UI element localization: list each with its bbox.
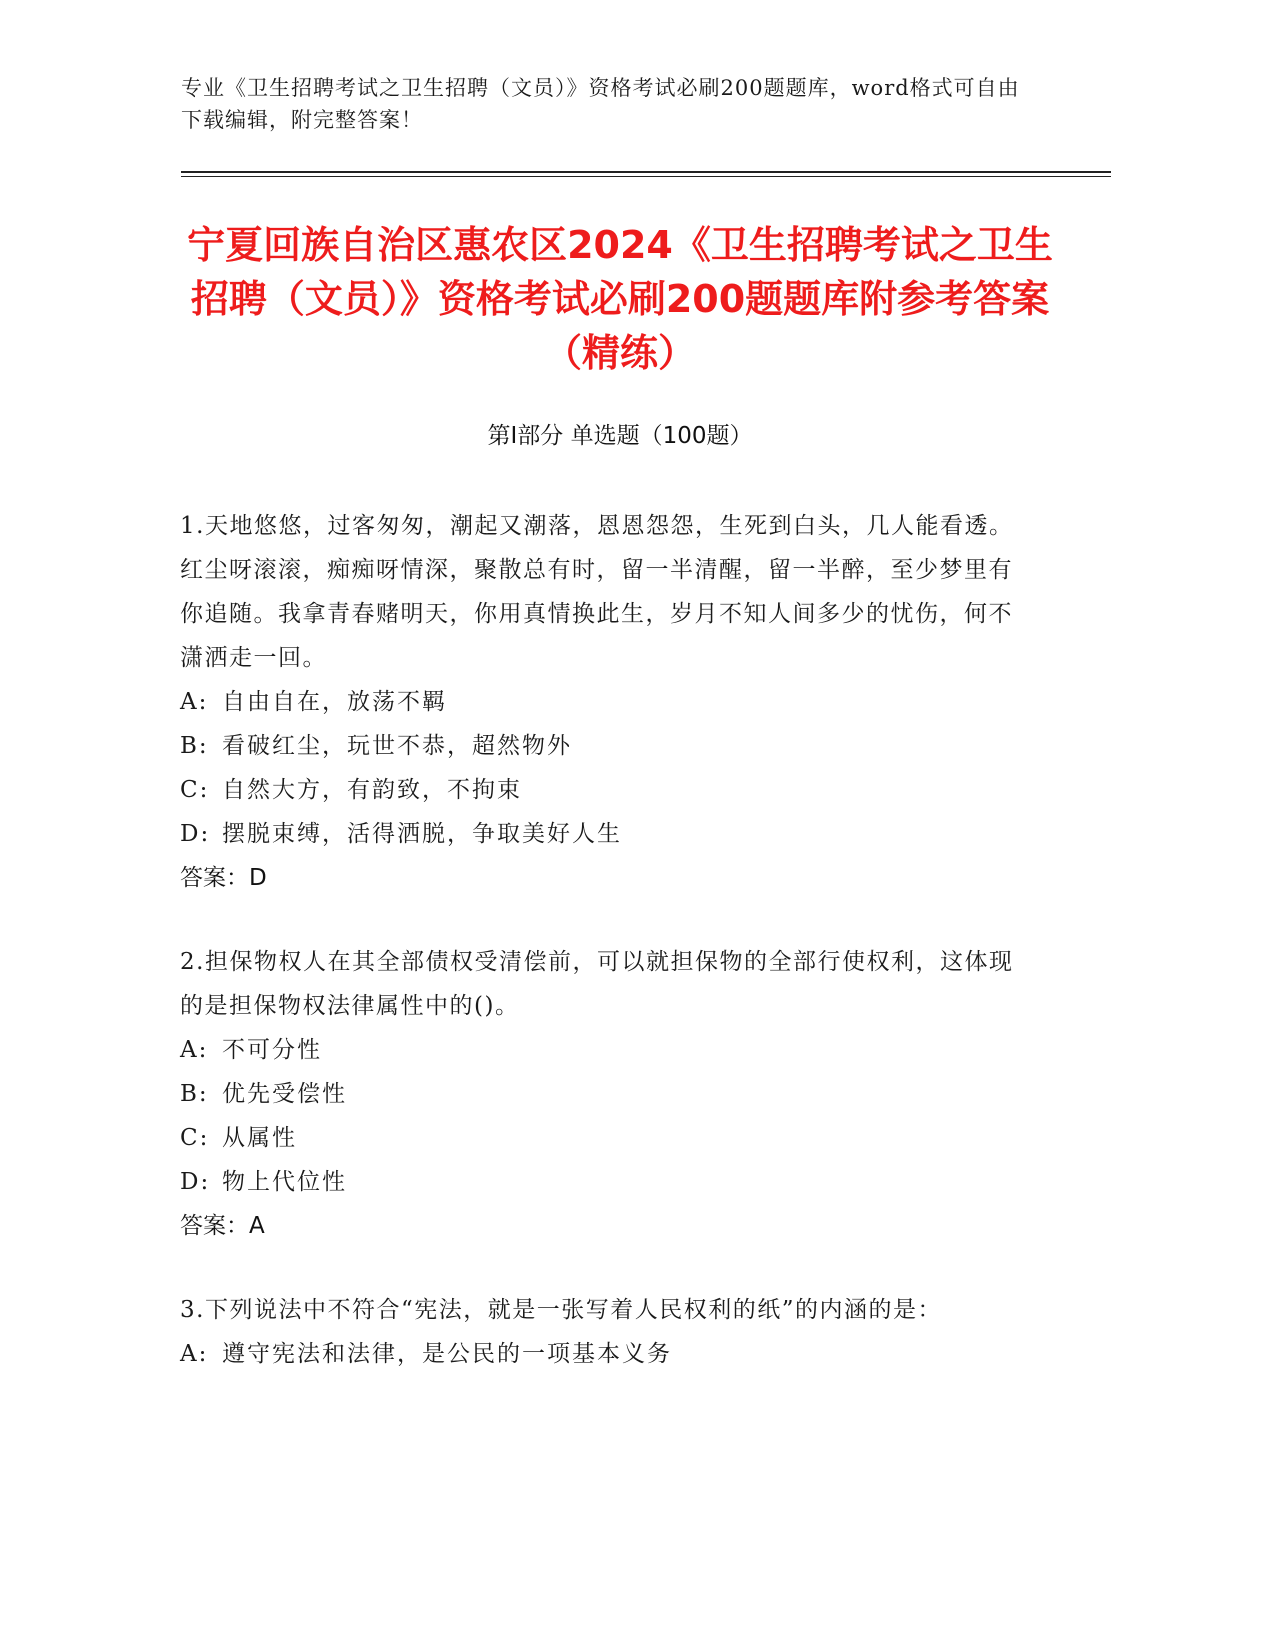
header-divider-thick [181, 171, 1111, 173]
option-letter: A: [180, 1341, 209, 1367]
option-letter: B: [180, 733, 209, 759]
option-b [180, 724, 1030, 768]
option-c [180, 1116, 1030, 1160]
option-c [180, 768, 1030, 812]
option-text: 从属性 [222, 1125, 297, 1151]
option-letter: A: [180, 689, 209, 715]
option-b [180, 1072, 1030, 1116]
header-divider-thin [181, 176, 1111, 177]
option-letter: D: [180, 1169, 211, 1195]
option-letter: B: [180, 1081, 209, 1107]
option-text: 不可分性 [222, 1037, 322, 1063]
option-letter: D: [180, 821, 211, 847]
option-d [180, 812, 1030, 856]
option-text: 遵守宪法和法律，是公民的一项基本义务 [222, 1341, 672, 1367]
answer-line: 答案：D [180, 865, 267, 891]
option-text: 自由自在，放荡不羁 [222, 689, 447, 715]
question-1 [180, 504, 1030, 900]
option-text: 摆脱束缚，活得洒脱，争取美好人生 [222, 821, 622, 847]
option-letter: A: [180, 1037, 209, 1063]
option-a [180, 1028, 1030, 1072]
option-a [180, 680, 1030, 724]
question-stem: 2.担保物权人在其全部债权受清偿前，可以就担保物的全部行使权利，这体现的是担保物权法律属性中的()。 [180, 949, 1014, 1019]
option-letter: C: [180, 1125, 210, 1151]
document-title: 宁夏回族自治区惠农区2024《卫生招聘考试之卫生招聘（文员）》资格考试必刷200题题库附参考答案（精练） [187, 223, 1053, 375]
question-3 [180, 1288, 1030, 1376]
question-2 [180, 940, 1030, 1248]
option-letter: C: [180, 777, 210, 803]
header-note: 专业《卫生招聘考试之卫生招聘（文员）》资格考试必刷200题题库，word格式可自由下载编辑，附完整答案！ [181, 76, 1020, 132]
question-stem: 1.天地悠悠，过客匆匆，潮起又潮落，恩恩怨怨，生死到白头，几人能看透。红尘呀滚滚，痴痴呀情深，聚散总有时，留一半清醒，留一半醉，至少梦里有你追随。我拿青春赌明天，你用真情换此生，岁月不知人间多少的忧伤，何不潇洒走一回。 [180, 513, 1014, 671]
option-a [180, 1332, 1030, 1376]
option-text: 自然大方，有韵致，不拘束 [222, 777, 522, 803]
option-text: 优先受偿性 [222, 1081, 347, 1107]
answer-line: 答案：A [180, 1213, 265, 1239]
option-text: 看破红尘，玩世不恭，超然物外 [222, 733, 572, 759]
option-text: 物上代位性 [222, 1169, 347, 1195]
option-d [180, 1160, 1030, 1204]
section-heading: 第Ⅰ部分 单选题（100题） [487, 423, 753, 449]
question-list [180, 504, 1030, 1416]
question-stem: 3.下列说法中不符合“宪法，就是一张写着人民权利的纸”的内涵的是： [180, 1297, 942, 1323]
